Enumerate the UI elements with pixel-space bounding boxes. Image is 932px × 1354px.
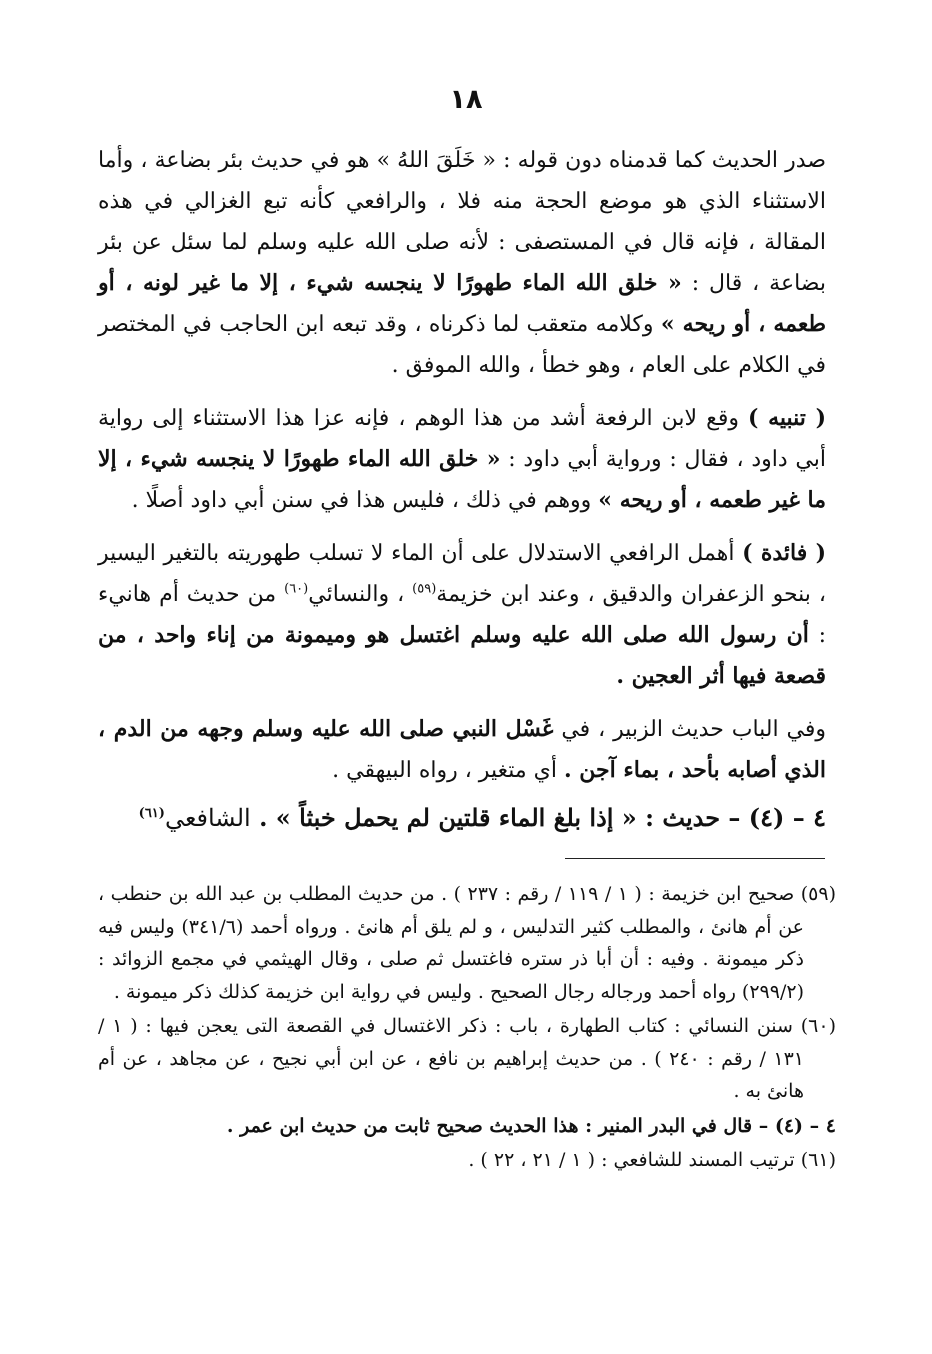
- paragraph-faida: [98, 533, 826, 697]
- paragraph-zubair: [98, 709, 826, 791]
- footnote-takhrij: ٤ – (٤) – قال في البدر المنير : هذا الحديث صحيح ثابت من حديث ابن عمر .: [226, 1114, 836, 1137]
- note-label: ( فائدة ): [742, 540, 826, 566]
- hadith-quote: غَسْل النبي صلى الله عليه وسلم وجهه من الدم ، الذي أصابه بأحد ، بماء آجن .: [98, 716, 826, 783]
- hadith-quote: أن رسول الله صلى الله عليه وسلم اغتسل هو وميمونة من إناء واحد ، من قصعة فيها أثر العجين .: [98, 622, 826, 689]
- paragraph-text: ووهم في ذلك ، فليس هذا في سنن أبي داود أصلًا .: [131, 488, 592, 513]
- paragraph-text: وقع لابن الرفعة أشد من هذا الوهم ، فإنه عزا هذا الاستثناء إلى رواية أبي داود ، فقال : وروایة أبي داود :: [98, 406, 826, 472]
- footnote-ref[interactable]: (٦١): [138, 806, 165, 821]
- footnote-60: (٦٠) سنن النسائي : كتاب الطهارة ، باب : ذكر الاغتسال في القصعة التى يعجن فيها : ( ١ / ١٣١ / رقم : ٢٤٠ ) . من حديث إبراهيم بن نافع ، عن ابن أبي نجيح ، عن مجاهد ، عن أم هانئ به .: [98, 1015, 836, 1102]
- paragraph-text: ، والنسائي: [308, 582, 405, 607]
- paragraph-1: [98, 140, 826, 386]
- paragraph-text: صدر الحديث كما قدمناه دون قوله : « خَلَقَ اللهُ » هو في حديث بئر بضاعة ، وأما الاستثناء الذي هو موضع الحجة منه فلا ، والرافعي كأنه تبع الغزالي في هذه المقالة ، فإنه قال في المستصفى : لأنه صلى الله عليه وسلم لما سئل عن بئر بضاعة ، قال :: [98, 148, 826, 296]
- main-text: [98, 140, 826, 839]
- paragraph-text: أهمل الرافعي الاستدلال على أن الماء لا تسلب طهوريته بالتغير اليسير ، بنحو الزعفران والدقيق ، وعند ابن خزيمة: [98, 541, 826, 607]
- footnote-ref[interactable]: (٥٩): [412, 581, 437, 597]
- hadith-source: الشافعي: [164, 804, 251, 832]
- footnote-divider: [565, 858, 825, 859]
- paragraph-text: وفي الباب حديث الزبير ، في: [561, 717, 827, 742]
- footnotes: [98, 878, 836, 1179]
- footnote-61: (٦١) ترتيب المسند للشافعي : ( ١ / ٢١ ، ٢٢ ) .: [468, 1149, 836, 1171]
- paragraph-text: من حديث أم هانيء :: [98, 582, 826, 648]
- hadith-quote: « خلق الله الماء طهورًا لا ينجسه شيء ، إلا ما غير طعمه ، أو ريحه »: [98, 446, 826, 513]
- note-label: ( تنبيه ): [747, 405, 826, 431]
- footnote-ref[interactable]: (٦٠): [284, 581, 309, 597]
- hadith-heading: [98, 797, 826, 839]
- footnote-59: (٥٩) صحيح ابن خزيمة : ( ١ / ١١٩ / رقم : ٢٣٧ ) . من حديث المطلب بن عبد الله بن حنطب ، عن أم هانئ ، والمطلب كثير التدليس ، و لم يلق أم هانئ . ورواه أحمد (٣٤١/٦) وليس فيه ذكر ميمونة . وفيه : أن أبا ذر ستره فاغتسل ثم صلى ، وقال الهيثمي في مجمع الزوائد : (٢٩٩/٢) رواه أحمد ورجاله رجال الصحيح . وليس في رواية ابن خزيمة كذلك ذكر ميمونة .: [98, 883, 836, 1003]
- hadith-number: ٤ – (٤) – حديث :: [645, 803, 826, 832]
- paragraph-text: أي متغير ، رواه البيهقي .: [332, 758, 557, 783]
- hadith-quote: « خلق الله الماء طهورًا لا ينجسه شيء ، إلا ما غير لونه ، أو طعمه ، أو ريحه »: [98, 270, 826, 337]
- paragraph-tanbih: [98, 398, 826, 521]
- hadith-quote: « إذا بلغ الماء قلتين لم يحمل خبثاً » .: [259, 803, 637, 832]
- paragraph-text: وكلامه متعقب لما ذكرناه ، وقد تبعه ابن الحاجب في المختصر في الكلام على العام ، وهو خطأ ، والله الموفق .: [98, 312, 826, 378]
- page-number: ١٨: [449, 84, 483, 115]
